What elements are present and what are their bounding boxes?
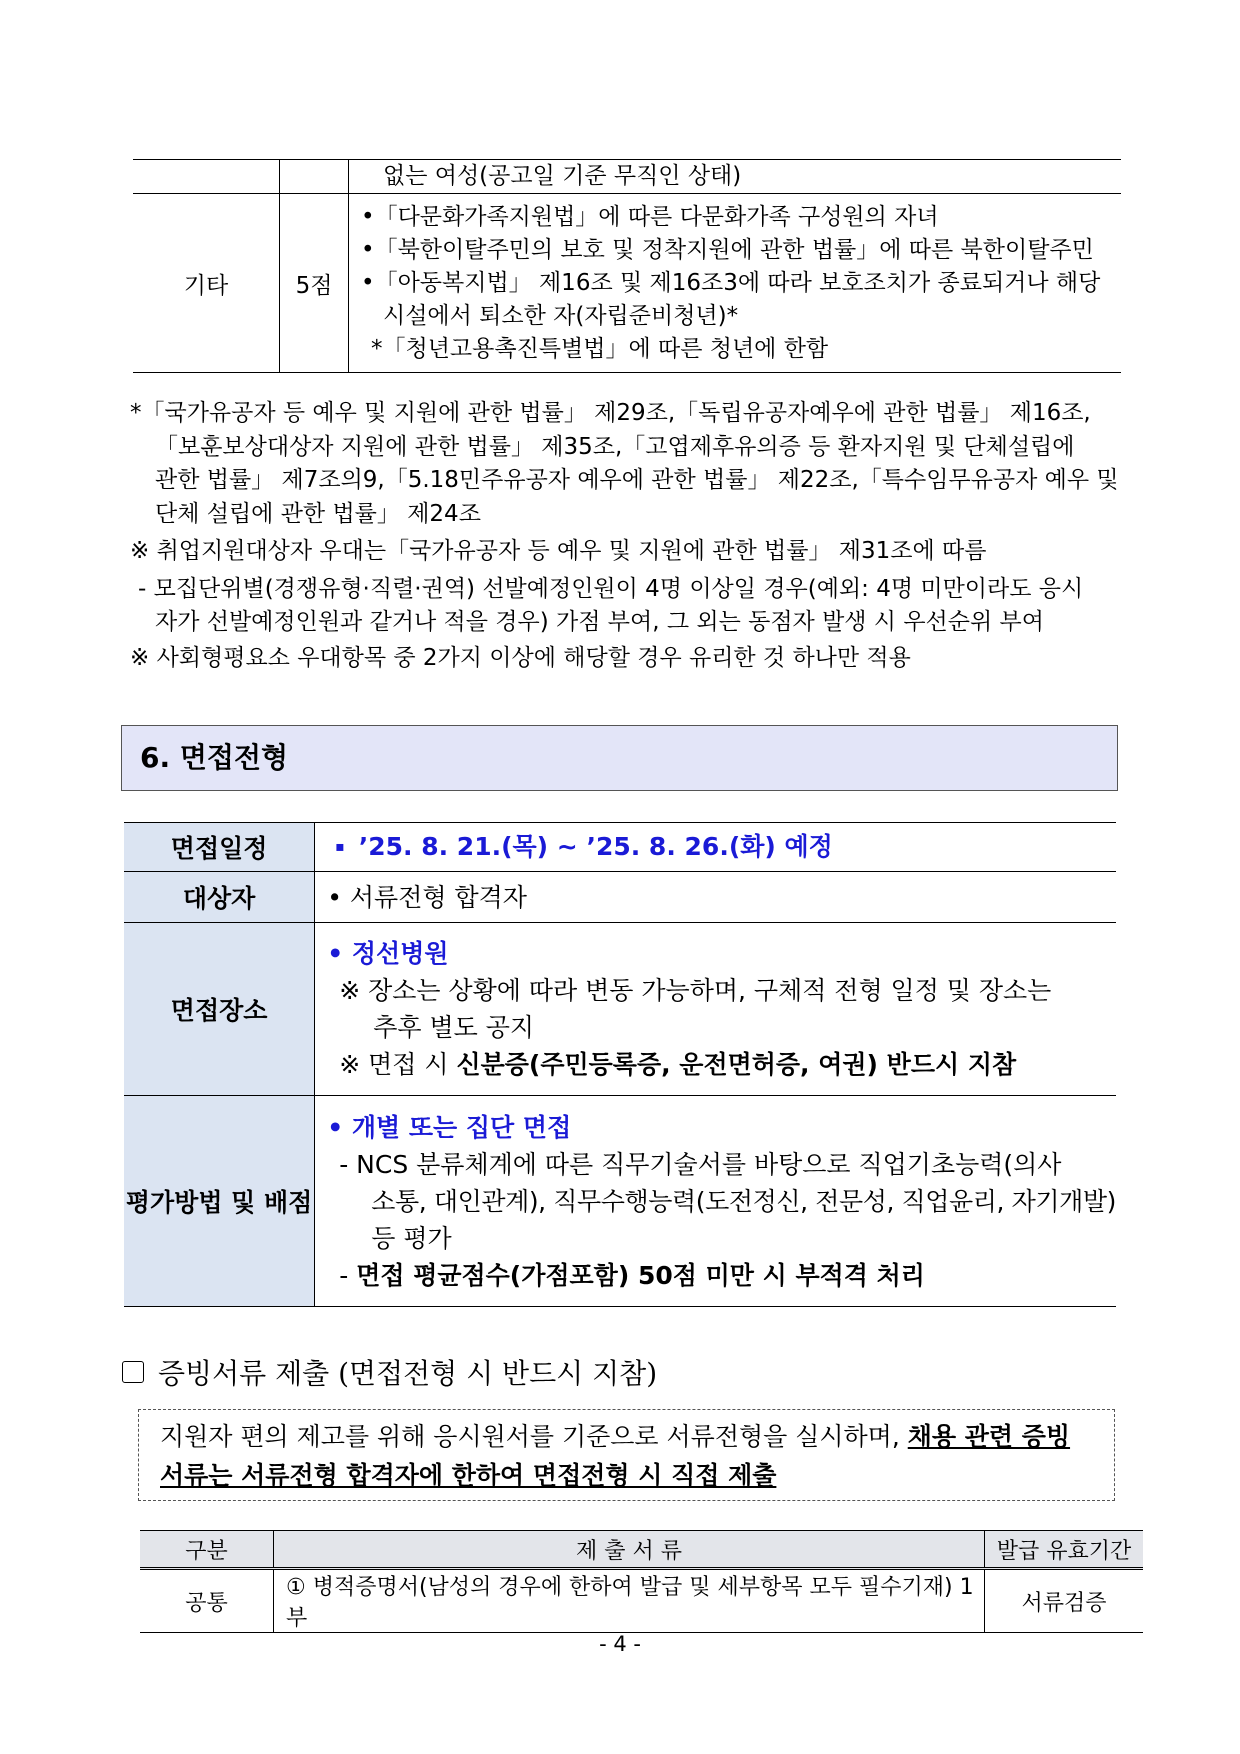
evaluation-line bbox=[327, 1257, 1116, 1294]
footnote-line: 관한 법률」 제7조의9,「5.18민주유공자 예우에 관한 법률」 제22조,「특수임무유공자 예우 및 bbox=[155, 467, 1119, 493]
points-cell bbox=[280, 160, 349, 194]
criteria-cell bbox=[349, 160, 1122, 194]
schedule-label: 면접일정 bbox=[124, 823, 315, 872]
info-bold: 채용 관련 증빙 bbox=[907, 1422, 1071, 1451]
info-bold: 서류는 서류전형 합격자에 한하여 면접전형 시 직접 제출 bbox=[160, 1461, 777, 1490]
column-header: 발급 유효기간 bbox=[985, 1531, 1144, 1569]
target-value: • 서류전형 합격자 bbox=[315, 872, 1116, 923]
note-veterans: ※ 취업지원대상자 우대는「국가유공자 등 예우 및 지원에 관한 법률」 제31조에 따름 bbox=[130, 538, 987, 564]
criteria-line: •「아동복지법」 제16조 및 제16조3에 따라 보호조치가 종료되거나 해당 bbox=[361, 269, 1101, 296]
evaluation-line: 소통, 대인관계), 직무수행능력(도전정신, 전문성, 직업윤리, 자기개발) bbox=[371, 1186, 1116, 1216]
notes-block bbox=[130, 397, 1125, 675]
table-row bbox=[124, 823, 1116, 872]
criteria-footnote: *「청년고용촉진특별법」에 따른 청년에 한함 bbox=[371, 335, 829, 362]
table-cell: ① 병적증명서(남성의 경우에 한하여 발급 및 세부항목 모두 필수기재) 1부 bbox=[274, 1569, 985, 1633]
schedule-value bbox=[315, 823, 1116, 872]
section-title: 6. 면접전형 bbox=[121, 725, 1118, 791]
id-note-prefix: ※ 면접 시 bbox=[339, 1050, 457, 1079]
schedule-text: ’25. 8. 21.(목) ~ ’25. 8. 26.(화) 예정 bbox=[358, 831, 833, 861]
criteria-line: •「북한이탈주민의 보호 및 정착지원에 관한 법률」에 따른 북한이탈주민 bbox=[361, 236, 1094, 263]
table-cell: 서류검증 bbox=[985, 1569, 1144, 1633]
points-cell: 5점 bbox=[280, 194, 349, 373]
criteria-cell bbox=[349, 194, 1122, 373]
documents-heading bbox=[122, 1352, 657, 1392]
column-header: 제 출 서 류 bbox=[274, 1531, 985, 1569]
criteria-line: 시설에서 퇴소한 자(자립준비청년)* bbox=[383, 302, 739, 329]
evaluation-line: - NCS 분류체계에 따른 직무기술서를 바탕으로 직업기초능력(의사 bbox=[339, 1149, 1062, 1179]
id-note bbox=[327, 1046, 1116, 1083]
footnote-line: 「보훈보상대상자 지원에 관한 법률」 제35조,「고엽제후유의증 등 환자지원 및 단체설립에 bbox=[155, 433, 1075, 460]
evaluation-line: 등 평가 bbox=[371, 1223, 452, 1253]
criteria-line: •「다문화가족지원법」에 따른 다문화가족 구성원의 자녀 bbox=[361, 203, 939, 230]
evaluation-label: 평가방법 및 배점 bbox=[124, 1096, 315, 1307]
page-number: - 4 - bbox=[599, 1632, 641, 1656]
table-row bbox=[124, 1096, 1116, 1307]
table-cell: 공통 bbox=[140, 1569, 274, 1633]
submission-table bbox=[140, 1530, 1143, 1633]
category-cell: 기타 bbox=[133, 194, 280, 373]
evaluation-value bbox=[315, 1096, 1116, 1307]
bonus-points-table bbox=[133, 159, 1121, 373]
info-line bbox=[160, 1456, 1114, 1495]
place-value bbox=[315, 923, 1116, 1096]
table-row bbox=[133, 194, 1121, 373]
checkbox-icon bbox=[122, 1361, 144, 1383]
table-header-row bbox=[140, 1531, 1143, 1569]
note-bonus-condition: - 모집단위별(경쟁유형·직렬·권역) 선발예정인원이 4명 이상일 경우(예외: 4명 미만이라도 응시 bbox=[138, 575, 1084, 602]
interview-table bbox=[124, 822, 1116, 1307]
evaluation-main: • 개별 또는 집단 면접 bbox=[327, 1112, 572, 1142]
column-header: 구분 bbox=[140, 1531, 274, 1569]
evaluation-cutoff: 면접 평균점수(가점포함) 50점 미만 시 부적격 처리 bbox=[356, 1260, 925, 1290]
note-bonus-condition: 자가 선발예정인원과 같거나 적을 경우) 가점 부여, 그 외는 동점자 발생 시 우선순위 부여 bbox=[155, 609, 1044, 635]
place-note: 추후 별도 공지 bbox=[373, 1013, 535, 1042]
evaluation-dash: - bbox=[339, 1260, 357, 1290]
place-main: • 정선병원 bbox=[327, 939, 449, 968]
documents-info-box bbox=[138, 1409, 1115, 1501]
table-row bbox=[124, 872, 1116, 923]
documents-heading-text: 증빙서류 제출 (면접전형 시 반드시 지참) bbox=[158, 1357, 658, 1390]
footnote-line: 단체 설립에 관한 법률」 제24조 bbox=[155, 500, 481, 527]
info-plain: 지원자 편의 제고를 위해 응시원서를 기준으로 서류전형을 실시하며, bbox=[160, 1422, 908, 1451]
footnote-line: *「국가유공자 등 예우 및 지원에 관한 법률」 제29조,「독립유공자예우에 관한 법률」 제16조, bbox=[130, 400, 1091, 426]
category-cell bbox=[133, 160, 280, 194]
table-row bbox=[124, 923, 1116, 1096]
note-equity: ※ 사회형평요소 우대항목 중 2가지 이상에 해당할 경우 유리한 것 하나만 적용 bbox=[130, 644, 911, 671]
table-row bbox=[140, 1569, 1143, 1633]
id-note-bold: 신분증(주민등록증, 운전면허증, 여권) 반드시 지참 bbox=[456, 1050, 1017, 1079]
info-line bbox=[160, 1417, 1114, 1456]
table-row bbox=[133, 160, 1121, 194]
square-bullet-icon: ▪ bbox=[335, 839, 345, 856]
target-label: 대상자 bbox=[124, 872, 315, 923]
place-note: ※ 장소는 상황에 따라 변동 가능하며, 구체적 전형 일정 및 장소는 bbox=[339, 976, 1052, 1005]
criteria-line: 없는 여성(공고일 기준 무직인 상태) bbox=[383, 163, 742, 189]
place-label: 면접장소 bbox=[124, 923, 315, 1096]
